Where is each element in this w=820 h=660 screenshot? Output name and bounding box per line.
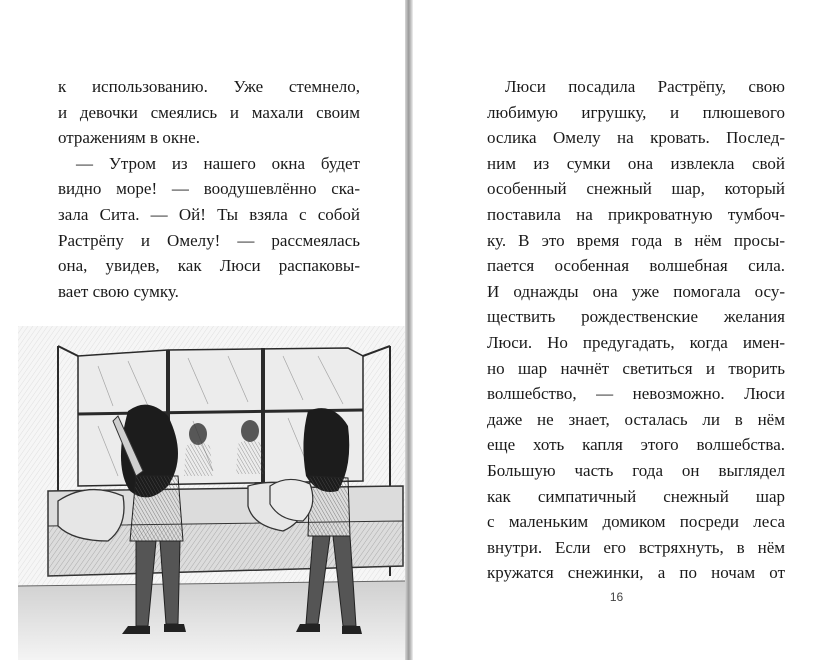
- text-line: И однажды она уже помогала осу-: [487, 281, 785, 301]
- text-line: к использованию. Уже стемнело,: [58, 77, 360, 96]
- text-line: как симпатичный снежный шар: [487, 486, 785, 506]
- text-line: пается особенная волшебная сила.: [487, 256, 785, 276]
- right-page-text: [487, 74, 785, 586]
- text-line: любимую игрушку, и плюшевого: [487, 102, 785, 122]
- text-line: волшебство, — невозможно. Люси: [487, 384, 785, 404]
- left-page-text: [58, 74, 360, 304]
- text-line: она, увидев, как Люси распаковы-: [58, 256, 360, 276]
- text-line: еще хоть капля этого волшебства.: [487, 435, 785, 455]
- text-line: зала Сита. — Ой! Ты взяла с собой: [58, 204, 360, 224]
- text-line: Большую часть года он выглядел: [487, 460, 785, 480]
- text-line: Люси посадила Растрёпу, свою: [505, 77, 785, 96]
- text-line: поставила на прикроватную тумбоч-: [487, 204, 785, 224]
- right-page: [413, 0, 820, 660]
- text-line: даже не знает, осталась ли в нём: [487, 409, 785, 429]
- text-line: и девочки смеялись и махали своим: [58, 102, 360, 122]
- text-line: ним из сумки она извлекла свой: [487, 153, 785, 173]
- text-line: ществить рождественские желания: [487, 307, 785, 327]
- text-line: внутри. Если его встряхнуть, в нём: [487, 537, 785, 557]
- left-page: [0, 0, 405, 660]
- text-line: — Утром из нашего окна будет: [76, 153, 360, 173]
- text-line: Растрёпу и Омелу! — рассмеялась: [58, 230, 360, 250]
- illustration-girls-at-window: [18, 326, 405, 660]
- text-line: видно море! — воодушевлённо ска-: [58, 179, 360, 199]
- text-line: отражениям в окне.: [58, 128, 200, 148]
- book-gutter: [405, 0, 413, 660]
- text-line: особенный снежный шар, который: [487, 179, 785, 199]
- text-line: вает свою сумку.: [58, 281, 179, 301]
- page-number: 16: [609, 590, 624, 604]
- text-line: кружатся снежинки, а по ночам от: [487, 563, 785, 583]
- text-line: с маленьким домиком посреди леса: [487, 512, 785, 532]
- text-line: Люси. Но предугадать, когда имен-: [487, 332, 785, 352]
- text-line: ку. В это время года в нём просы-: [487, 230, 785, 250]
- text-line: но шар начнёт светиться и творить: [487, 358, 785, 378]
- text-line: ослика Омелу на кровать. Послед-: [487, 128, 785, 148]
